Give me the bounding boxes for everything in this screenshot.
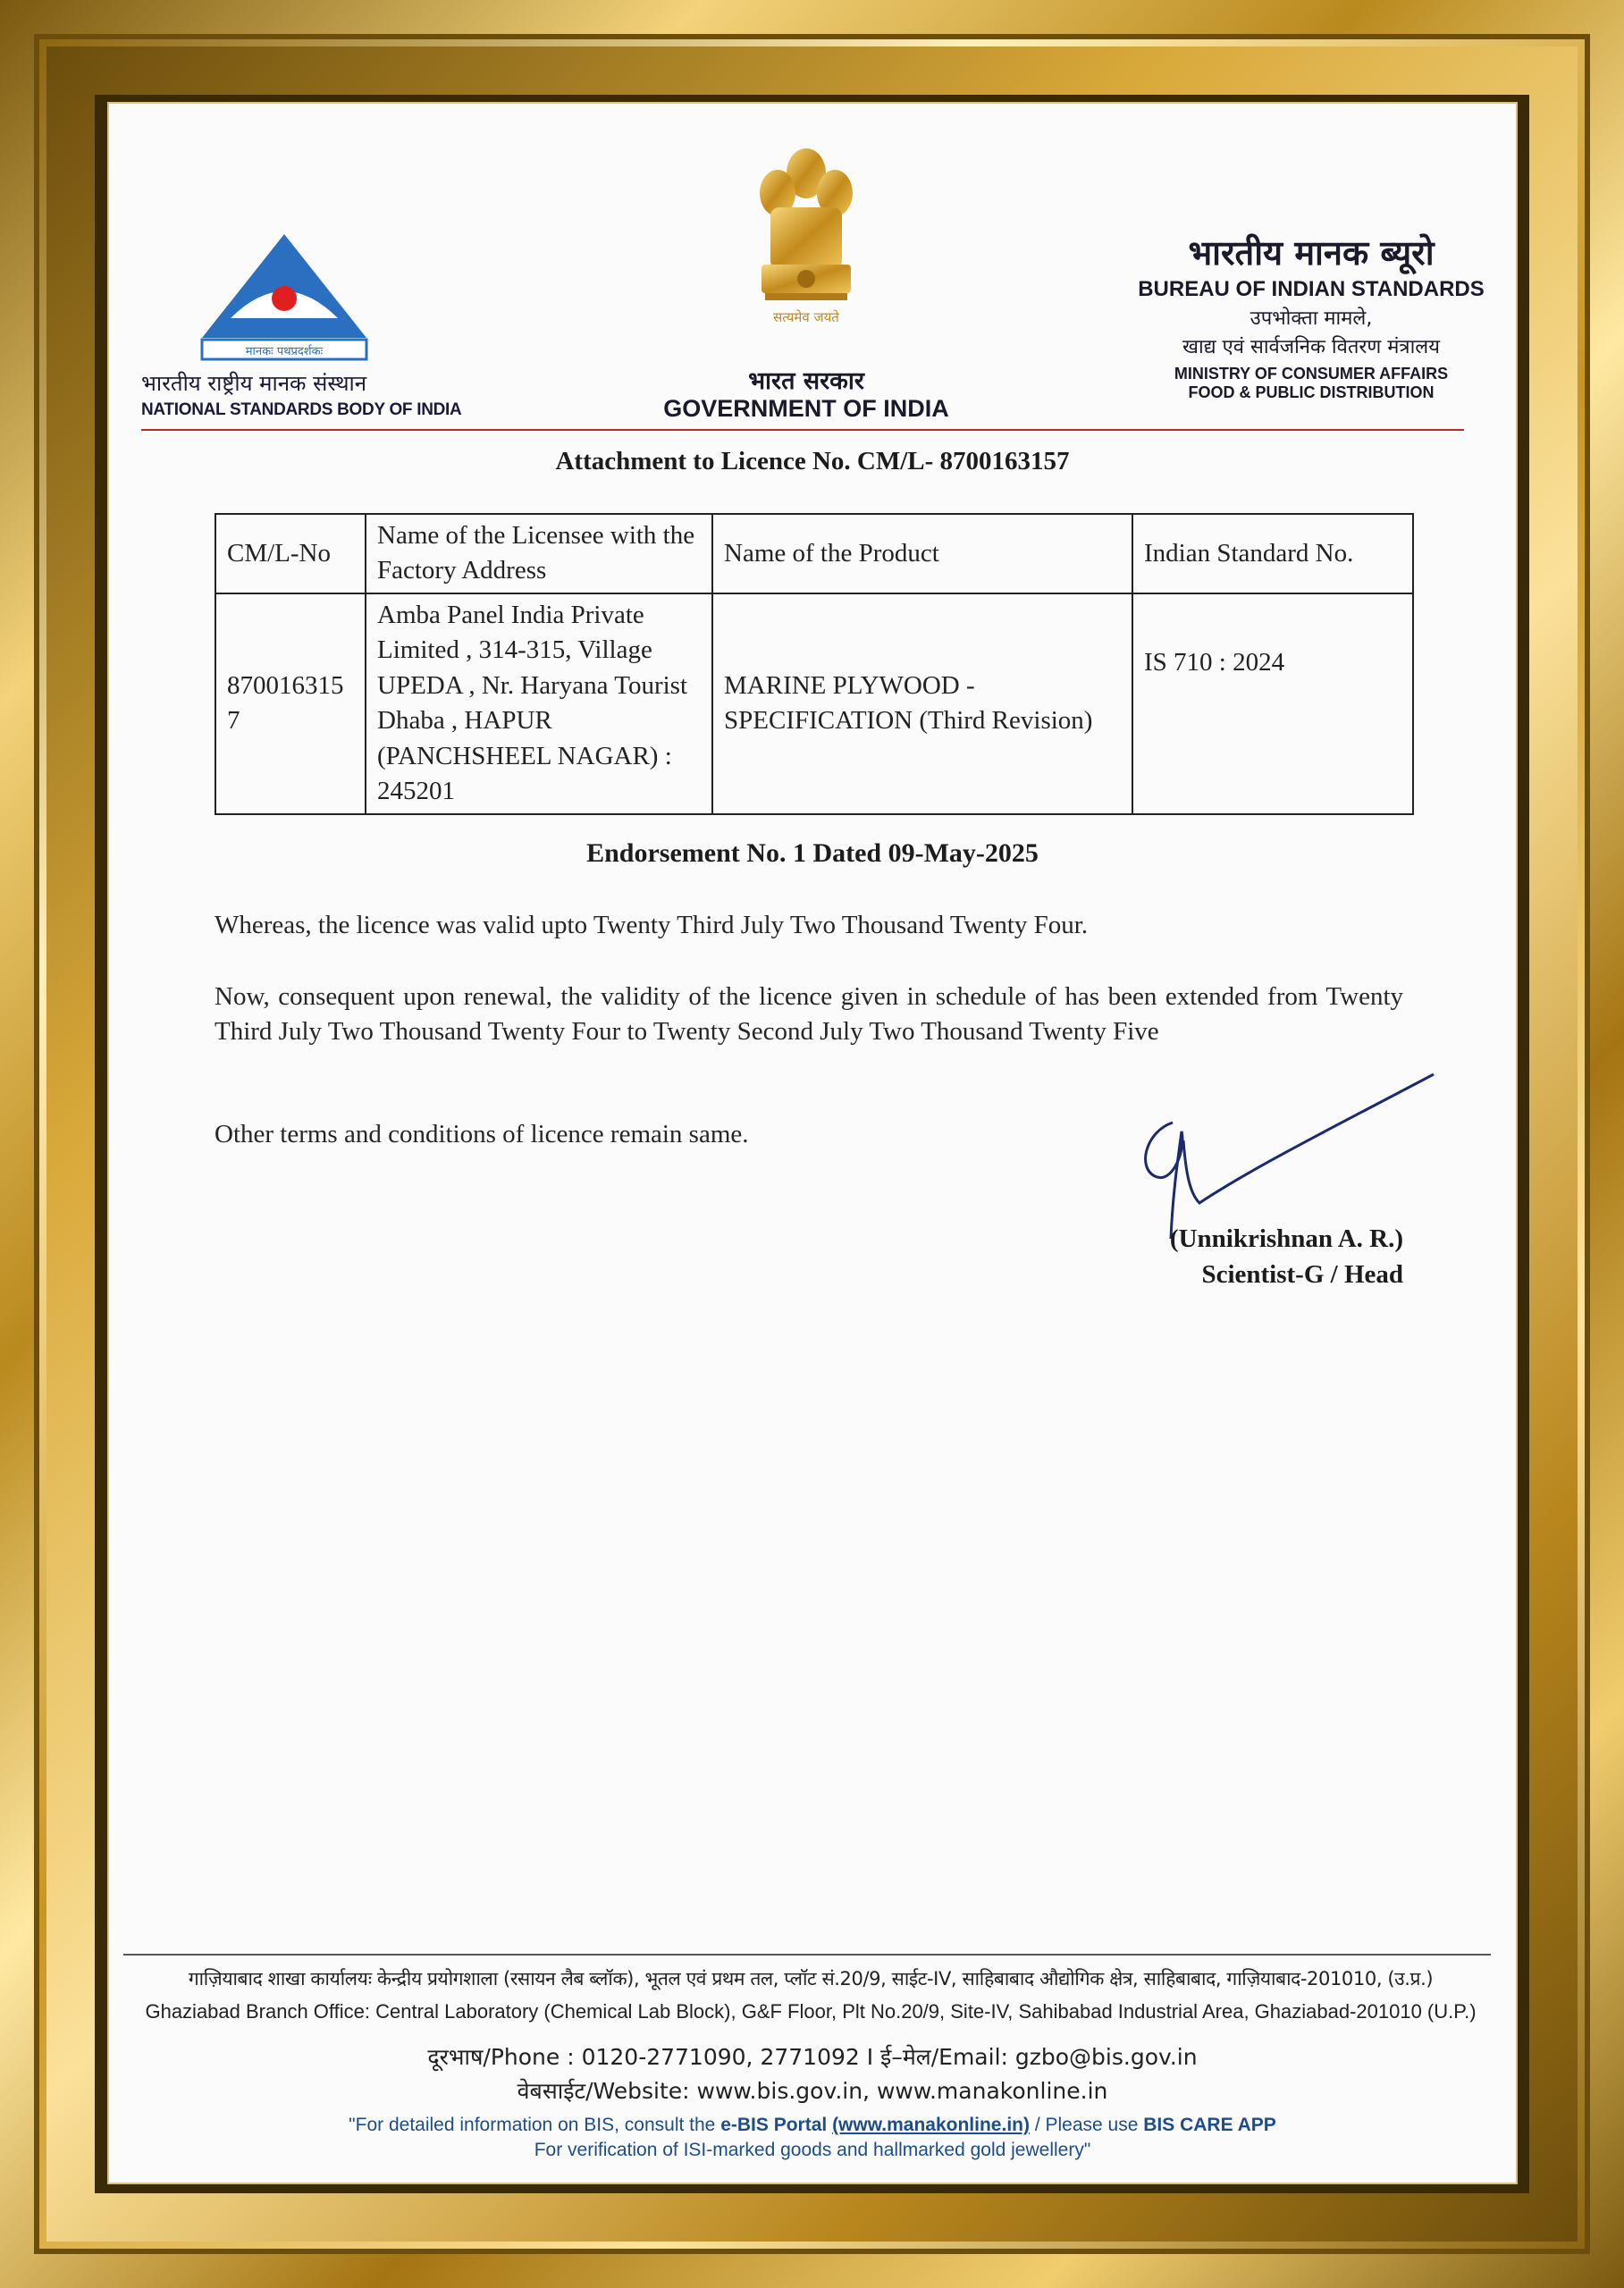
footer-website: वेबसाईट/Website: www.bis.gov.in, www.manakonline.in [517,2078,1108,2104]
certificate-page [109,104,1516,2183]
footer-note-line1 [109,2115,1516,2136]
table-header-row [215,514,1413,593]
note-prefix: "For detailed information on BIS, consult the [349,2115,721,2135]
note-app: BIS CARE APP [1143,2115,1276,2135]
national-emblem-icon [744,130,869,345]
signatory-name: (Unnikrishnan A. R.) [1169,1224,1403,1253]
endorsement-title: Endorsement No. 1 Dated 09-May-2025 [586,838,1039,868]
signatory-title: Scientist-G / Head [1201,1260,1403,1289]
bis-english-title: BUREAU OF INDIAN STANDARDS [1138,277,1485,301]
bis-logo-icon [195,229,374,372]
licence-table [215,513,1414,815]
attachment-title: Attachment to Licence No. CM/L- 8700163157 [555,447,1070,475]
header-standard: Indian Standard No. [1132,514,1413,593]
bis-name-block [1119,229,1503,402]
bis-hindi-title: भारतीय मानक ब्यूरो [1188,233,1435,273]
footer-note-line2: For verification of ISI-marked goods and hallmarked gold jewellery" [534,2140,1091,2160]
ministry-hindi-line1: उपभोक्ता मामले, [1250,307,1373,330]
center-govt-hindi: भारत सरकार [748,367,864,395]
ministry-hindi-line2: खाद्य एवं सार्वजनिक वितरण मंत्रालय [1182,336,1440,358]
header-cml-no: CM/L-No [215,514,366,593]
ministry-english-line1: MINISTRY OF CONSUMER AFFAIRS [1174,365,1449,383]
note-portal-link[interactable]: (www.manakonline.in) [832,2115,1030,2135]
emblem-motto: सत्यमेव जयते [773,309,839,325]
header-product: Name of the Product [712,514,1132,593]
table-row [215,593,1413,814]
center-govt-english: GOVERNMENT OF INDIA [663,395,949,422]
footer-address-english: Ghaziabad Branch Office: Central Laboratory (Chemical Lab Block), G&F Floor, Plt No.20/9, Site-IV, Sahibabad Industrial Area, Ghaziabad-201010 (U.P.) [145,2000,1477,2023]
ministry-english-line2: FOOD & PUBLIC DISTRIBUTION [1188,383,1435,401]
cell-product: MARINE PLYWOOD - SPECIFICATION (Third Revision) [712,593,1132,814]
note-portal: e-BIS Portal [720,2115,828,2135]
left-org-hindi: भारतीय राष्ट्रीय मानक संस्थान [141,371,367,396]
footer-address-hindi: गाज़ियाबाद शाखा कार्यालयः केन्द्रीय प्रयोगशाला (रसायन लैब ब्लॉक), भूतल एवं प्रथम तल, प्लॉट सं.20/9, साईट-IV, साहिबाबाद औद्योगिक क्षेत्र, साहिबाबाद, गाज़ियाबाद-201010, (उ.प्र.) [188,1968,1434,1989]
paragraph-terms: Other terms and conditions of licence remain same. [215,1120,749,1148]
note-middle: / Please use [1029,2115,1144,2135]
footer-contact: दूरभाष/Phone : 0120-2771090, 2771092 I ई–मेल/Email: gzbo@bis.gov.in [427,2044,1198,2070]
cell-licensee: Amba Panel India Private Limited , 314-315, Village UPEDA , Nr. Haryana Tourist Dhaba , HAPUR (PANCHSHEEL NAGAR) : 245201 [366,593,712,814]
header-divider [141,429,1464,431]
cell-cml-no: 8700163157 [215,593,366,814]
paragraph-validity: Whereas, the licence was valid upto Twenty Third July Two Thousand Twenty Four. [215,911,1089,939]
header-licensee: Name of the Licensee with the Factory Address [366,514,712,593]
footer-divider [123,1954,1491,1956]
cell-standard: IS 710 : 2024 [1132,593,1413,814]
left-org-english: NATIONAL STANDARDS BODY OF INDIA [141,400,462,419]
paragraph-renewal: Now, consequent upon renewal, the validity of the licence given in schedule of has been extended from Twenty Third July Two Thousand Twenty Four to Twenty Second July Two Thousand Twenty Five [215,982,1403,1047]
logo-motto: मानकः पथप्रदर्शकः [245,345,324,358]
signature-icon [1119,1069,1441,1248]
